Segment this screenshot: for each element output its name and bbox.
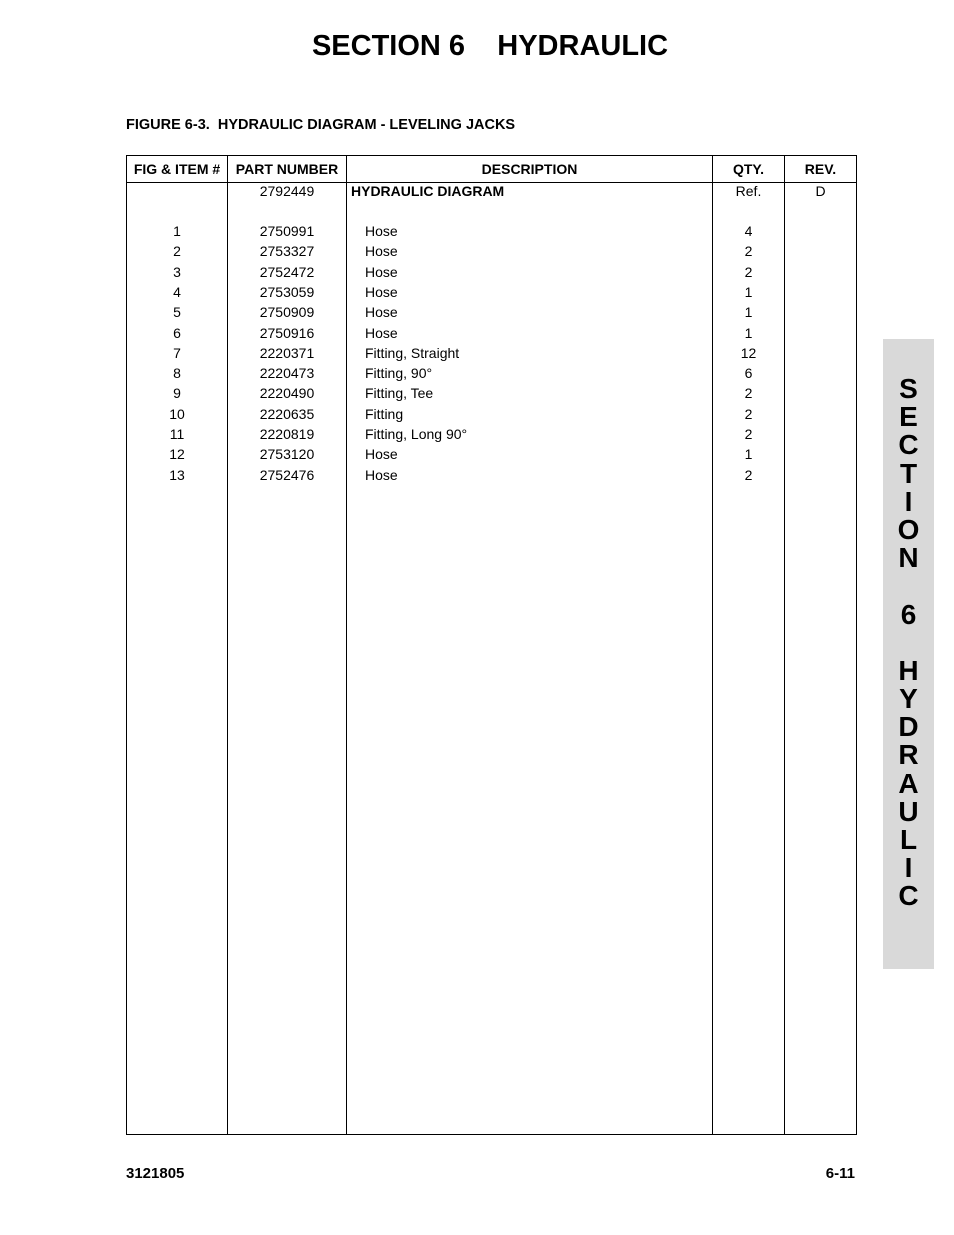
table-row	[127, 426, 856, 446]
table-row	[127, 345, 856, 365]
qty-cell: 1	[744, 446, 753, 463]
fig-cell: 12	[169, 446, 185, 463]
table-row	[127, 243, 856, 263]
column-header-description: DESCRIPTION	[481, 161, 578, 177]
table-row	[127, 446, 856, 466]
fig-cell: 8	[173, 365, 181, 382]
fig-cell: 4	[173, 283, 181, 300]
part-number-cell: 2753327	[259, 243, 315, 260]
description-cell: Fitting, Straight	[365, 344, 460, 361]
description-cell: Hose	[365, 304, 398, 321]
fig-cell: 6	[173, 324, 181, 341]
description-cell: HYDRAULIC DIAGRAM	[351, 183, 505, 199]
part-number-cell: 2752476	[259, 466, 315, 483]
column-header-qty: QTY.	[732, 161, 765, 177]
side-tab-letter: D	[898, 711, 919, 743]
side-tab-letter: I	[904, 852, 913, 884]
qty-cell: 1	[744, 304, 753, 321]
side-tab-letter: A	[898, 767, 919, 799]
table-row	[127, 183, 856, 203]
side-tab-letter: E	[899, 401, 918, 433]
side-tab-letter: C	[898, 429, 919, 461]
description-cell: Hose	[365, 223, 398, 239]
description-cell: Hose	[365, 446, 398, 463]
column-header-fig: FIG & ITEM #	[133, 161, 221, 177]
rev-cell: D	[815, 183, 826, 199]
fig-cell: 1	[173, 223, 181, 239]
fig-cell: 5	[173, 304, 181, 321]
side-tab-letter: R	[898, 739, 919, 771]
side-tab-letters	[883, 375, 934, 911]
part-number-cell: 2220635	[259, 405, 315, 422]
side-tab-letter: C	[898, 880, 919, 912]
part-number-cell: 2752472	[259, 263, 315, 280]
side-tab-letter: N	[898, 542, 919, 574]
part-number-cell: 2220371	[259, 344, 315, 361]
part-number-cell: 2753120	[259, 446, 315, 463]
qty-cell: 2	[744, 405, 753, 422]
page-number: 6-11	[825, 1165, 855, 1182]
fig-cell: 13	[169, 466, 185, 483]
part-number-cell: 2750909	[259, 304, 315, 321]
parts-table	[126, 155, 857, 1135]
table-row	[127, 467, 856, 487]
side-tab-letter: O	[897, 513, 920, 545]
document-number: 3121805	[126, 1165, 185, 1182]
qty-cell: 4	[744, 223, 753, 239]
part-number-cell: 2220473	[259, 365, 315, 382]
table-row	[127, 385, 856, 405]
table-row	[127, 223, 856, 243]
side-tab-letter: 6	[900, 598, 917, 630]
description-cell: Hose	[365, 283, 398, 300]
part-number-cell: 2220819	[259, 426, 315, 442]
table-row	[127, 325, 856, 345]
part-number-cell: 2753059	[259, 283, 315, 300]
description-cell: Hose	[365, 263, 398, 280]
column-header-rev: REV.	[804, 161, 837, 177]
figure-title: FIGURE 6-3. HYDRAULIC DIAGRAM - LEVELING JACKS	[126, 117, 516, 133]
qty-cell: 12	[740, 344, 757, 361]
qty-cell: 1	[744, 324, 753, 341]
qty-cell: 6	[744, 365, 753, 382]
qty-cell: 2	[744, 466, 753, 483]
side-tab-letter: T	[899, 457, 918, 489]
table-row	[127, 406, 856, 426]
side-tab-letter: Y	[899, 683, 918, 715]
section-side-tab	[883, 339, 934, 969]
side-tab-letter: S	[899, 373, 918, 404]
section-title: SECTION 6 HYDRAULIC	[311, 30, 669, 62]
description-cell: Hose	[365, 466, 398, 483]
description-cell: Fitting, Tee	[365, 385, 434, 402]
description-cell: Fitting, Long 90°	[365, 426, 468, 442]
qty-cell: 2	[744, 385, 753, 402]
table-row	[127, 284, 856, 304]
fig-cell: 2	[173, 243, 181, 260]
side-tab-letter: L	[899, 824, 918, 855]
table-row	[127, 264, 856, 284]
fig-cell: 7	[173, 344, 181, 361]
description-cell: Hose	[365, 243, 398, 260]
part-number-cell: 2792449	[259, 183, 315, 199]
qty-cell: 1	[744, 283, 753, 300]
part-number-cell: 2220490	[259, 385, 315, 402]
qty-cell: 2	[744, 243, 753, 260]
side-tab-letter: I	[904, 485, 913, 517]
side-tab-letter: U	[898, 795, 919, 827]
fig-cell: 3	[173, 263, 181, 280]
fig-cell: 9	[173, 385, 181, 402]
table-row	[127, 365, 856, 385]
qty-cell: Ref.	[735, 183, 762, 199]
column-header-part: PART NUMBER	[235, 161, 339, 177]
description-cell: Hose	[365, 324, 398, 341]
part-number-cell: 2750916	[259, 324, 315, 341]
fig-cell: 11	[169, 426, 185, 442]
table-row	[127, 304, 856, 324]
qty-cell: 2	[744, 426, 753, 442]
fig-cell: 10	[169, 405, 185, 422]
qty-cell: 2	[744, 263, 753, 280]
description-cell: Fitting	[365, 405, 404, 422]
side-tab-letter: H	[898, 654, 919, 686]
description-cell: Fitting, 90°	[365, 365, 433, 382]
part-number-cell: 2750991	[259, 223, 315, 239]
